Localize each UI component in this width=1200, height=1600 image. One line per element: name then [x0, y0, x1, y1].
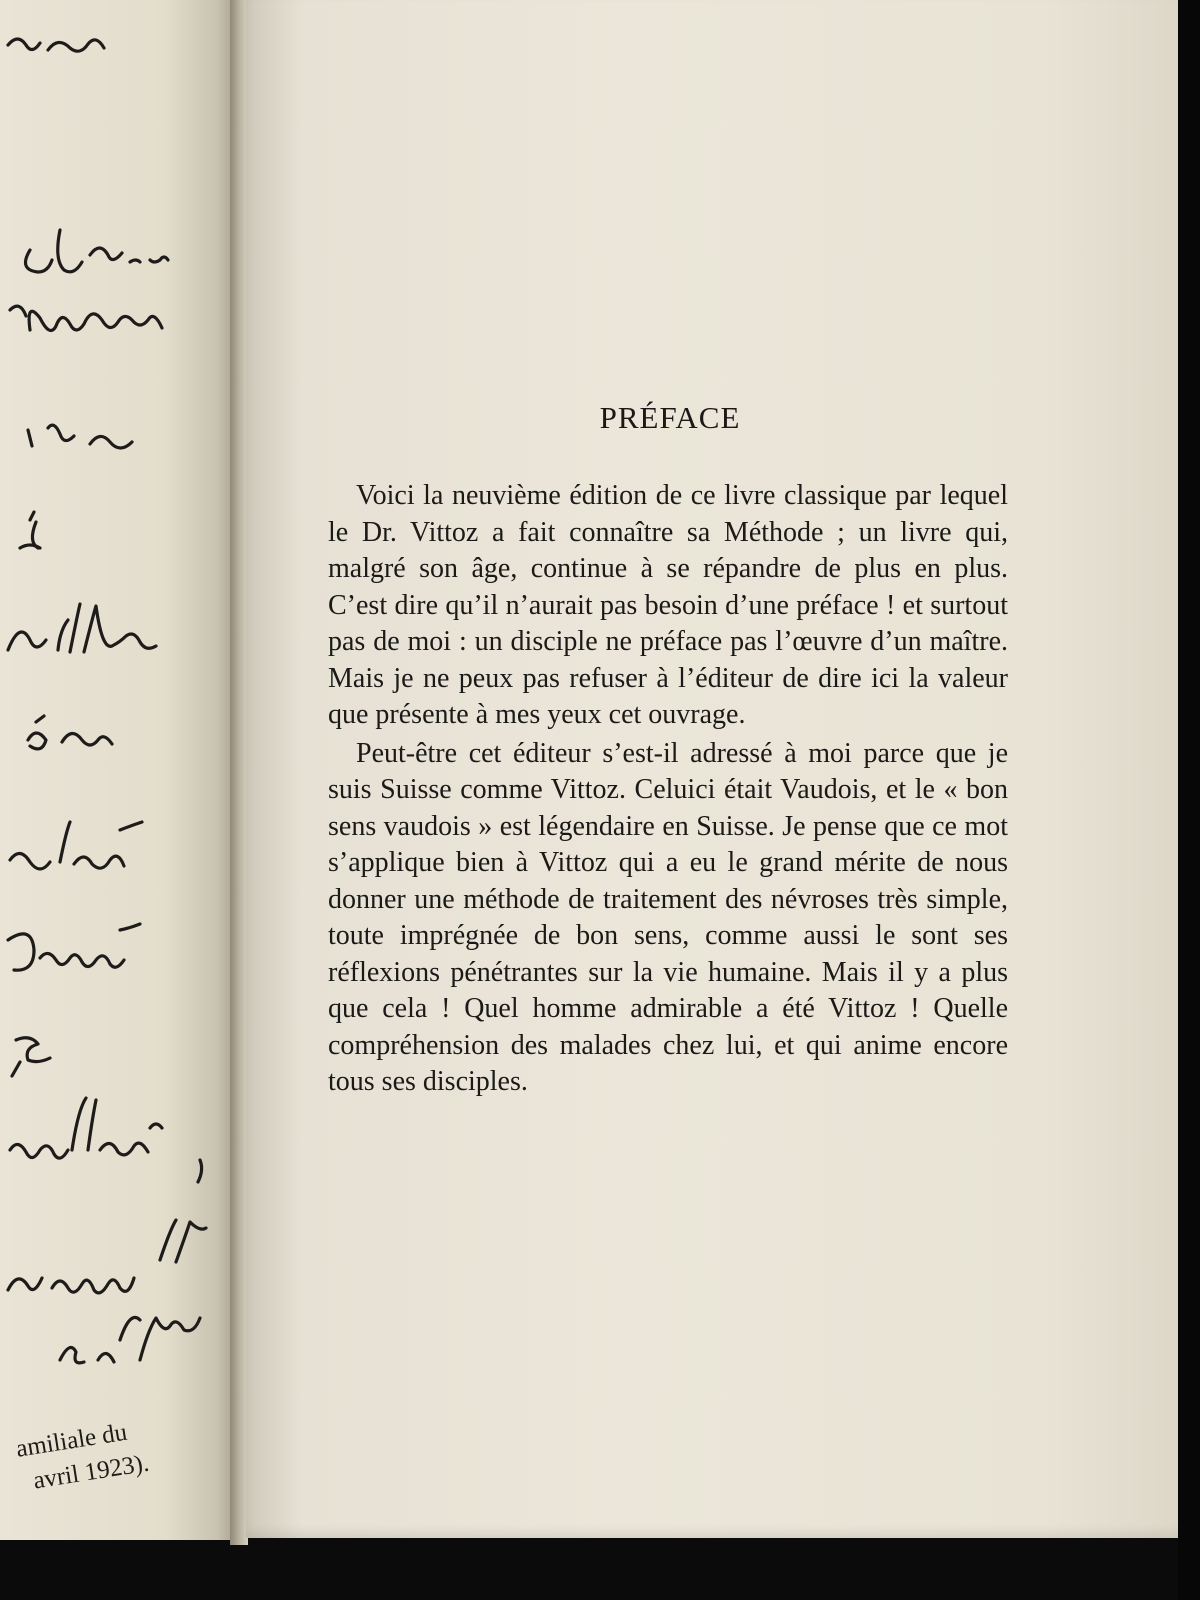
- paragraph: Voici la neuvième édition de ce livre classique par lequel le Dr. Vittoz a fait connaître sa Méthode ; un livre qui, malgré son âge, continue à se répandre de plus en plus. C’est dire qu’il n’aurait pas besoin d’une préface ! et surtout pas de moi : un disciple ne préface pas l’œuvre d’un maître. Mais je ne peux pas refuser à l’éditeur de dire ici la valeur que présente à mes yeux cet ouvrage.: [328, 480, 1008, 730]
- left-page: [0, 0, 236, 1540]
- footnote-line: amiliale du: [14, 1418, 129, 1463]
- footnote-line: avril 1923).: [31, 1449, 151, 1495]
- page-title: PRÉFACE: [599, 400, 741, 435]
- paragraph: Peut-être cet éditeur s’est-il adressé à moi parce que je suis Suisse comme Vittoz. Celuici était Vaudois, et le « bon sens vaudois » est légendaire en Suisse. Je pense que ce mot s’applique bien à Vittoz qui a eu le grand mérite de nous donner une méthode de traitement des névroses très simple, toute imprégnée de bon sens, comme aussi le sont ses réflexions pénétrantes sur la vie humaine. Mais il y a plus que cela ! Quel homme admirable a été Vittoz ! Quelle compréhension des malades chez lui, et qui anime encore tous ses disciples.: [328, 737, 1008, 1097]
- preface-body: [328, 478, 1008, 1101]
- handwritten-manuscript-image: [0, 0, 236, 1420]
- background-edge: [1178, 0, 1200, 1600]
